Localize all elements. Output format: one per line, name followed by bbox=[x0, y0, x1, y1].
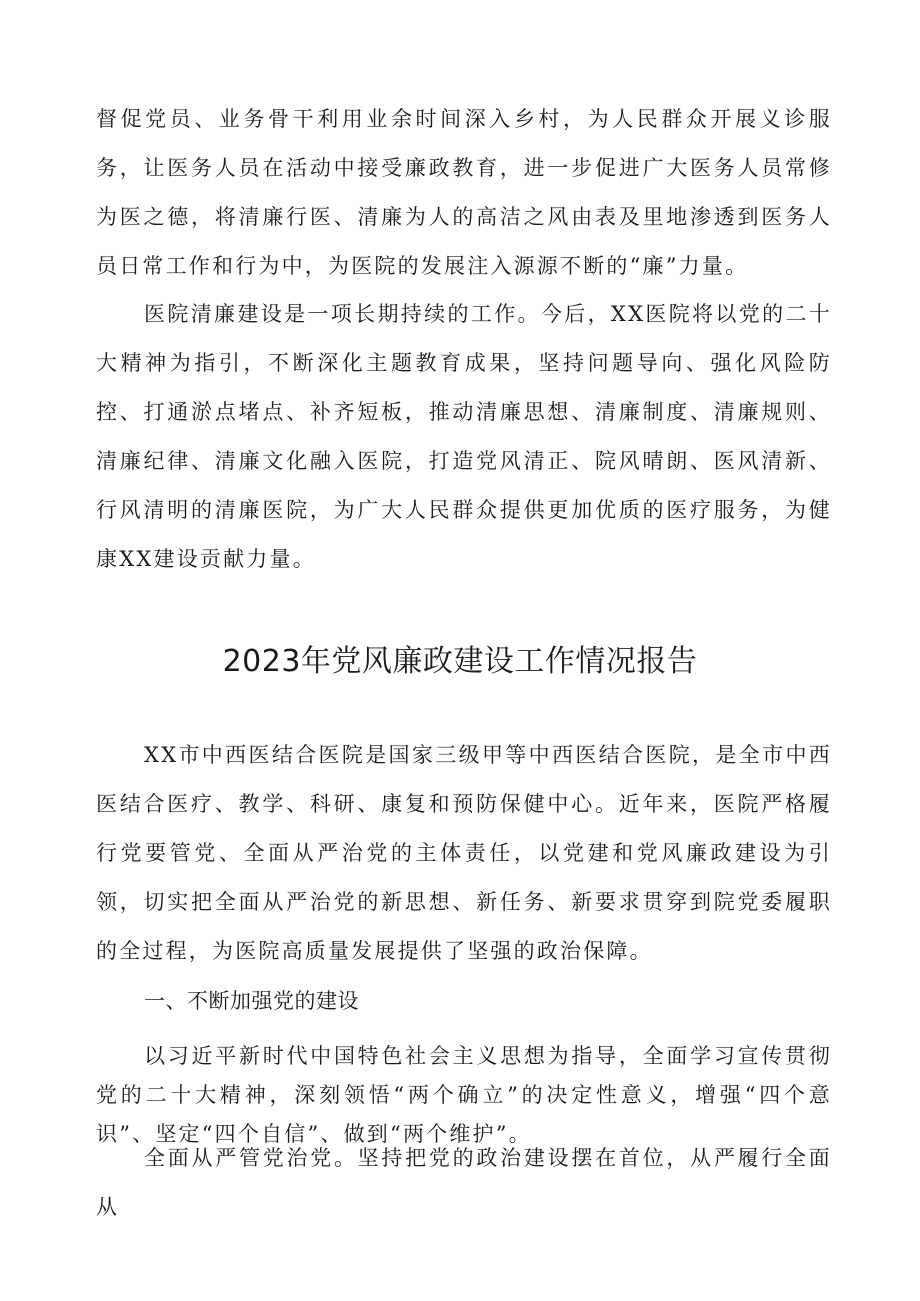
section-paragraph: 全面从严管党治党。坚持把党的政治建设摆在首位，从严履行全面从 bbox=[96, 1146, 832, 1219]
section-paragraph: 以习近平新时代中国特色社会主义思想为指导，全面学习宣传贯彻党的二十大精神，深刻领悟“两个确立”的决定性意义，增强“四个意识”、坚定“四个自信”、做到“两个维护”。 bbox=[96, 1044, 832, 1146]
intro-paragraph: XX市中西医结合医院是国家三级甲等中西医结合医院，是全市中西医结合医疗、教学、科研、康复和预防保健中心。近年来，医院严格履行党要管党、全面从严治党的主体责任，以党建和党风廉政建设为引领，切实把全面从严治党的新思想、新任务、新要求贯穿到院党委履职的全过程，为医院高质量发展提供了坚强的政治保障。 bbox=[96, 743, 832, 963]
section-heading: 一、不断加强党的建设 bbox=[144, 989, 359, 1013]
closing-paragraph: 医院清廉建设是一项长期持续的工作。今后，XX医院将以党的二十大精神为指引，不断深化主题教育成果，坚持问题导向、强化风险防控、打通淤点堵点、补齐短板，推动清廉思想、清廉制度、清廉规则、清廉纪律、清廉文化融入医院，打造党风清正、院风晴朗、医风清新、行风清明的清廉医院，为广大人民群众提供更加优质的医疗服务，为健康XX建设贡献力量。 bbox=[96, 302, 832, 571]
continued-paragraph: 督促党员、业务骨干利用业余时间深入乡村，为人民群众开展义诊服务，让医务人员在活动中接受廉政教育，进一步促进广大医务人员常修为医之德，将清廉行医、清廉为人的高洁之风由表及里地渗透到医务人员日常工作和行为中，为医院的发展注入源源不断的“廉”力量。 bbox=[96, 107, 832, 278]
report-title: 2023年党风廉政建设工作情况报告 bbox=[222, 644, 698, 679]
